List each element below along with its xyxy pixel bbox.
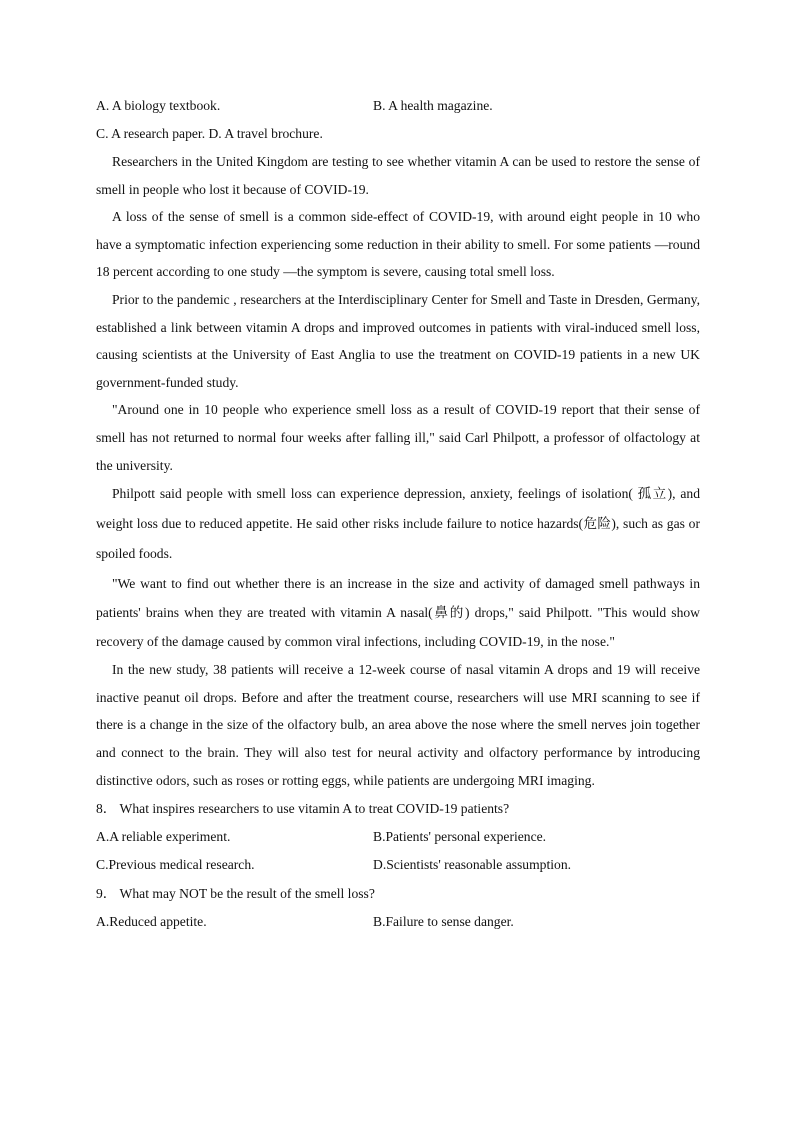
option-d[interactable]: D.Scientists' reasonable assumption.	[373, 857, 572, 873]
paragraph: "We want to find out whether there is an increase in the size and activity of damaged smell pathways in patients' brains when they are treated with vitamin A nasal(鼻的) drops," said Philpott. "This would show recovery of the damage caused by common viral infections, including COVID-19, in the nose."	[96, 576, 700, 650]
passage	[96, 148, 700, 794]
options-row	[96, 908, 700, 936]
option-b: B. A health magazine.	[373, 98, 493, 113]
option-b[interactable]: B.Patients' personal experience.	[373, 829, 547, 845]
paragraph: Prior to the pandemic , researchers at the Interdisciplinary Center for Smell and Taste in Dresden, Germany, established a link between vitamin A drops and improved outcomes in patients with viral-induced smell loss, causing scientists at the University of East Anglia to use the treatment on COVID-19 patients in a new UK government-funded study.	[96, 291, 700, 390]
question-8	[96, 794, 700, 879]
options-row	[96, 823, 700, 851]
question-stem: 8． What inspires researchers to use vitamin A to treat COVID-19 patients?	[96, 801, 510, 817]
paragraph: In the new study, 38 patients will receive a 12-week course of nasal vitamin A drops and 19 will receive inactive peanut oil drops. Before and after the treatment course, researchers will use MRI scanning to see if there is a change in the size of the olfactory bulb, an area above the nose where the smell nerves join together and connect to the brain. They will also test for neural activity and olfactory performance by introducing distinctive odors, such as roses or rotting eggs, while patients are undergoing MRI imaging.	[96, 662, 700, 788]
prev-options-row-1	[96, 92, 700, 120]
question-9	[96, 879, 700, 936]
option-a[interactable]: A.Reduced appetite.	[96, 914, 207, 930]
options-row	[96, 851, 700, 879]
option-b[interactable]: B.Failure to sense danger.	[373, 914, 514, 930]
paragraph: "Around one in 10 people who experience smell loss as a result of COVID-19 report that their sense of smell has not returned to normal four weeks after falling ill," said Carl Philpott, a professor of olfactology at the university.	[96, 402, 700, 473]
option-a[interactable]: A.A reliable experiment.	[96, 829, 231, 845]
option-c-d: C. A research paper. D. A travel brochure.	[96, 126, 323, 141]
document-page	[96, 92, 700, 936]
question-stem: 9． What may NOT be the result of the smell loss?	[96, 886, 375, 902]
paragraph: Researchers in the United Kingdom are testing to see whether vitamin A can be used to restore the sense of smell in people who lost it because of COVID-19.	[96, 154, 700, 197]
paragraph: A loss of the sense of smell is a common side-effect of COVID-19, with around eight people in 10 who have a symptomatic infection experiencing some reduction in their ability to smell. For some patients —round 18 percent according to one study —the symptom is severe, causing total smell loss.	[96, 209, 700, 280]
option-c[interactable]: C.Previous medical research.	[96, 857, 255, 873]
paragraph: Philpott said people with smell loss can experience depression, anxiety, feelings of isolation( 孤立), and weight loss due to reduced appetite. He said other risks include failure to notice hazards(危险), such as gas or spoiled foods.	[96, 486, 700, 562]
option-a: A. A biology textbook.	[96, 98, 221, 113]
prev-options-row-2	[96, 120, 700, 148]
